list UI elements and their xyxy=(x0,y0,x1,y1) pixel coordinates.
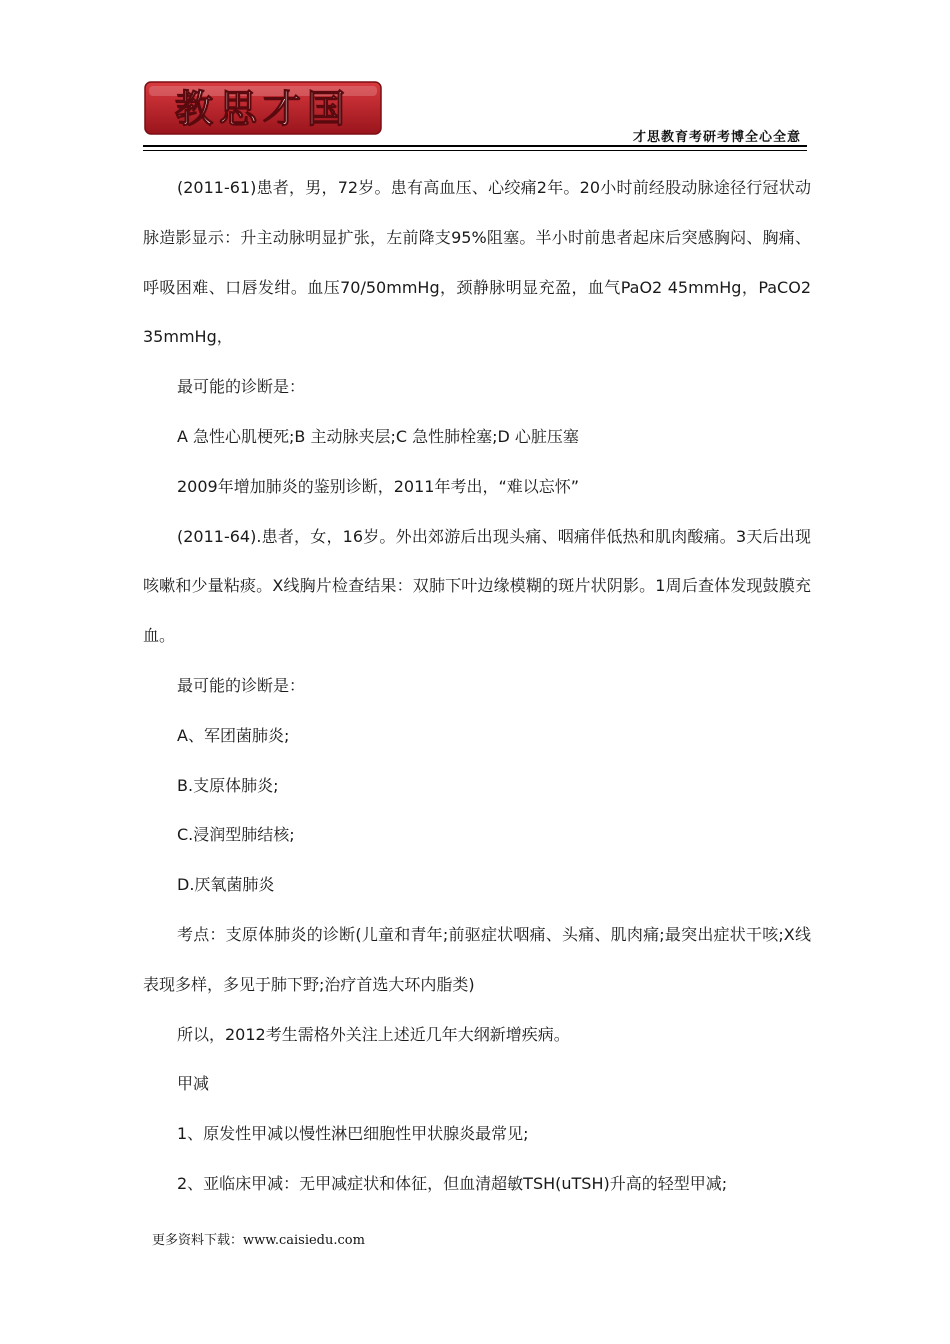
logo-text: 教思才国 xyxy=(174,86,352,131)
page-header xyxy=(143,70,807,154)
header-rule-thin xyxy=(143,150,807,151)
list-item: 2、亚临床甲减：无甲减症状和体征，但血清超敏TSH(uTSH)升高的轻型甲减; xyxy=(177,1173,728,1193)
document-body xyxy=(143,163,811,1209)
option-d: D.厌氧菌肺炎 xyxy=(177,875,275,895)
caisi-logo xyxy=(143,74,383,140)
paragraph-case-2011-61: (2011-61)患者，男，72岁。患有高血压、心绞痛2年。20小时前经股动脉途径行冠状动脉造影显示：升主动脉明显扩张，左前降支95%阻塞。半小时前患者起床后突感胸闷、胸痛、呼吸困难、口唇发绀。血压70/50mmHg，颈静脉明显充盈，血气PaO2 45mmHg，PaCO2 35mmHg， xyxy=(143,178,811,347)
header-slogan: 才思教育考研考博全心全意 xyxy=(632,130,801,145)
header-rule-thick xyxy=(143,145,807,147)
paragraph-conclusion: 所以，2012考生需格外关注上述近几年大纲新增疾病。 xyxy=(177,1024,570,1044)
question-prompt: 最可能的诊断是： xyxy=(177,675,306,695)
answer-options: A 急性心肌梗死;B 主动脉夹层;C 急性肺栓塞;D 心脏压塞 xyxy=(177,426,579,446)
footer-download-link[interactable]: 更多资料下载：www.caisiedu.com xyxy=(152,1233,365,1248)
option-b: B.支原体肺炎; xyxy=(177,775,279,795)
list-item: 1、原发性甲减以慢性淋巴细胞性甲状腺炎最常见; xyxy=(177,1124,529,1144)
section-heading-hypothyroidism: 甲减 xyxy=(177,1074,210,1094)
paragraph-key-point: 考点：支原体肺炎的诊断(儿童和青年;前驱症状咽痛、头痛、肌肉痛;最突出症状干咳;X线表现多样，多见于肺下野;治疗首选大环内脂类) xyxy=(143,924,811,994)
option-a: A、军团菌肺炎; xyxy=(177,725,290,745)
paragraph-case-2011-64: (2011-64).患者，女，16岁。外出郊游后出现头痛、咽痛伴低热和肌肉酸痛。3天后出现咳嗽和少量粘痰。X线胸片检查结果：双肺下叶边缘模糊的斑片状阴影。1周后查体发现鼓膜充血。 xyxy=(143,526,811,646)
question-prompt: 最可能的诊断是： xyxy=(177,377,306,397)
paragraph-note-2009: 2009年增加肺炎的鉴别诊断，2011年考出，“难以忘怀” xyxy=(177,476,580,496)
option-c: C.浸润型肺结核; xyxy=(177,825,295,845)
